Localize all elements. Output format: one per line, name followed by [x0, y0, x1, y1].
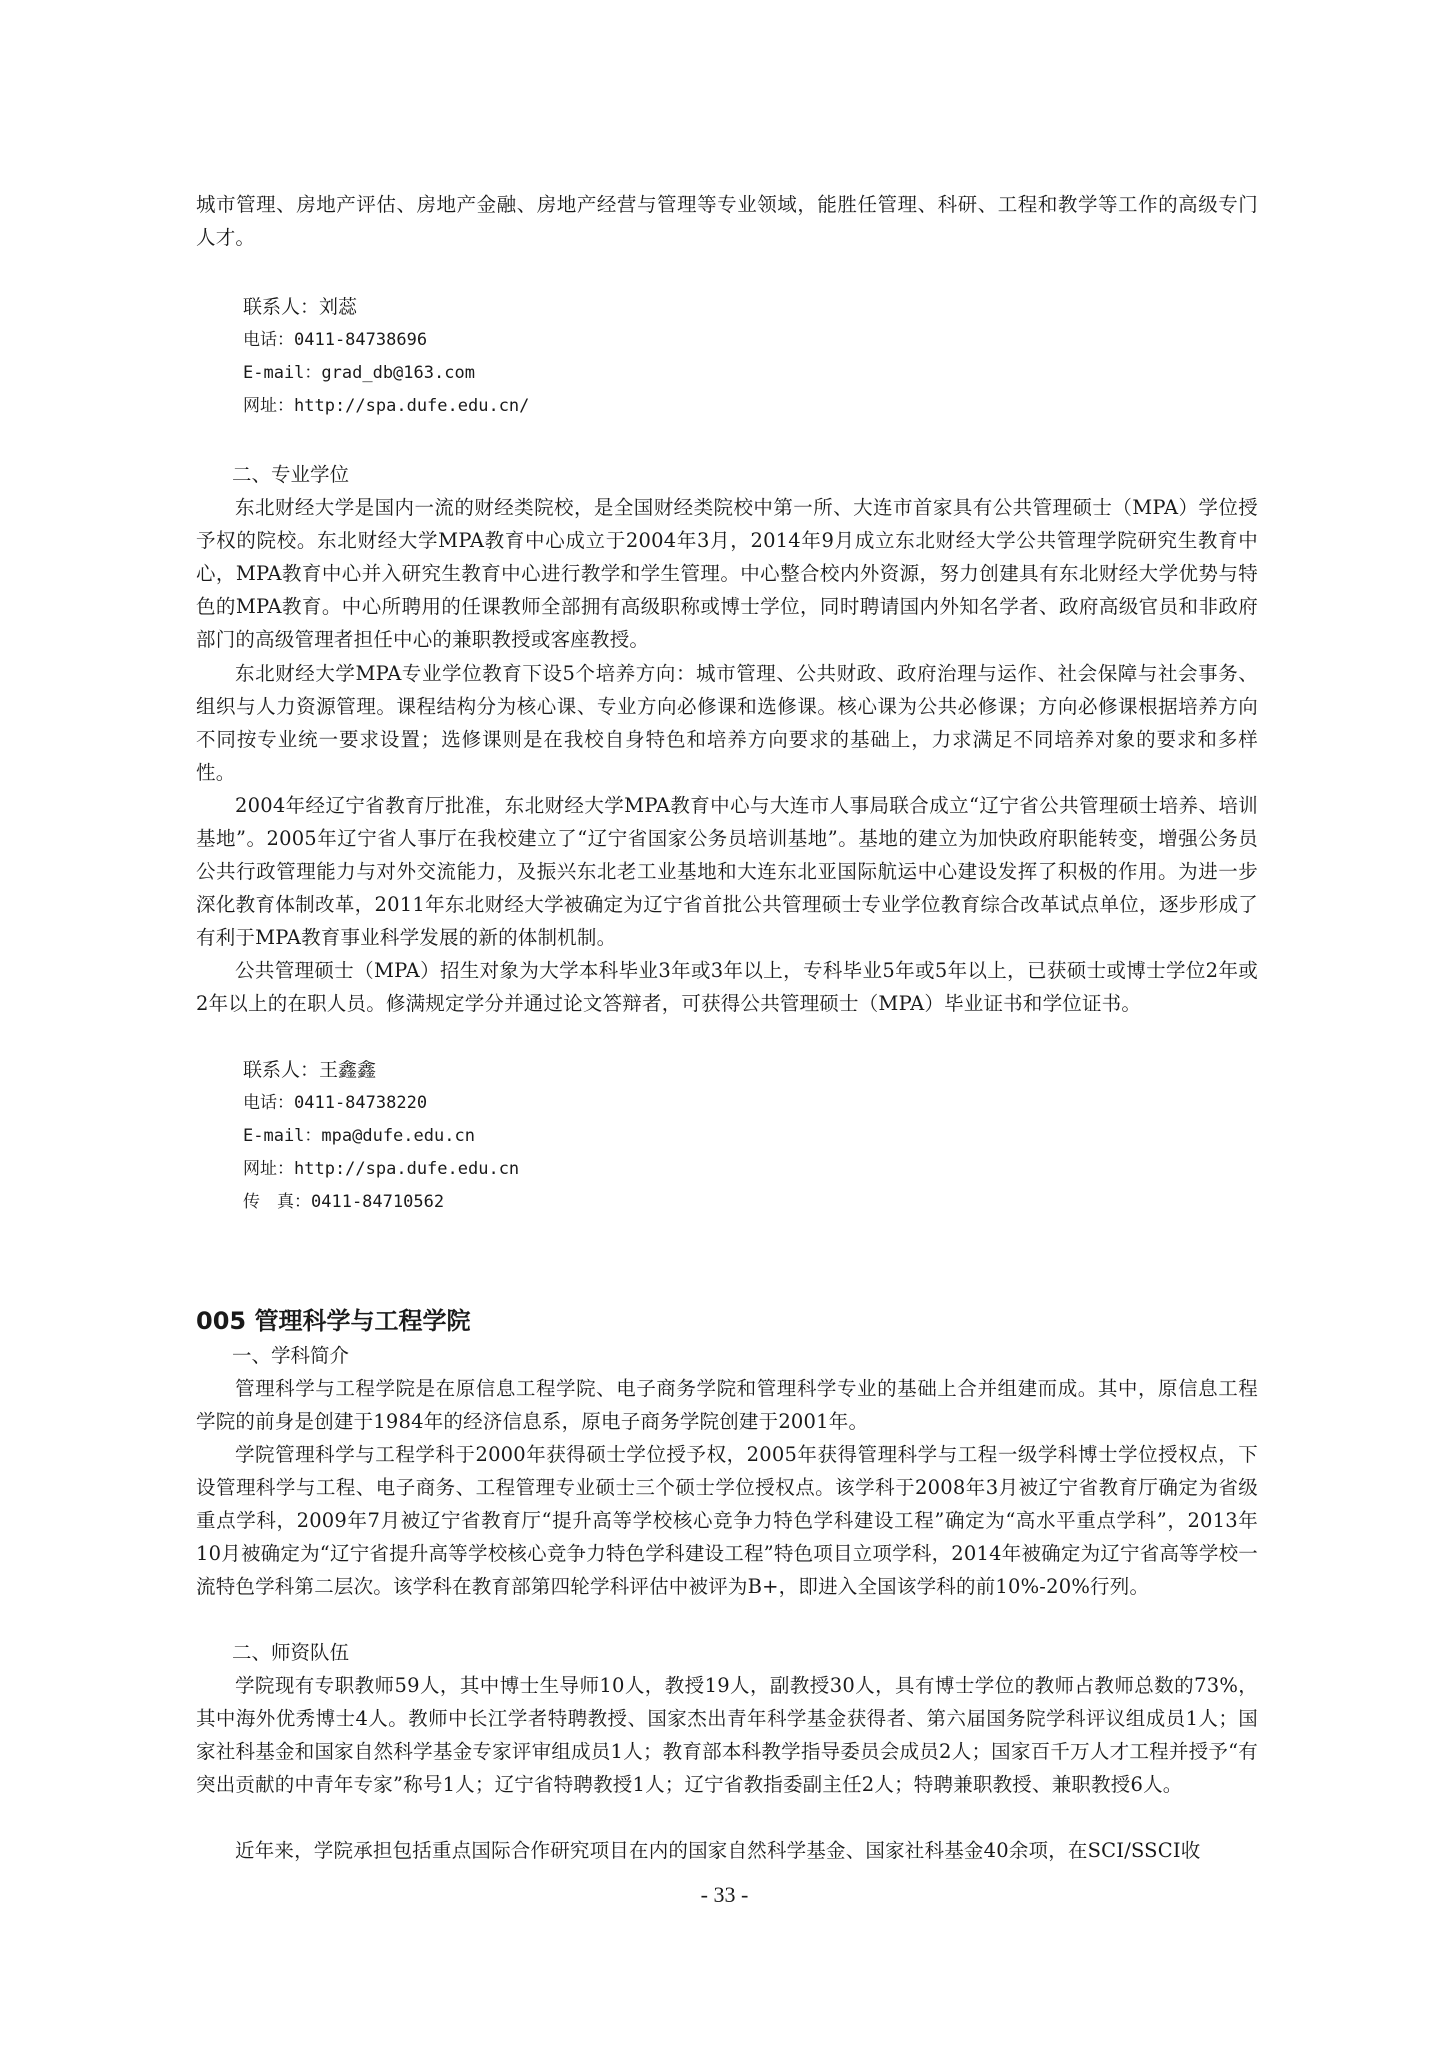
- section-heading-discipline-intro: 一、学科简介: [232, 1344, 350, 1367]
- paragraph-discipline-development: 学院管理科学与工程学科于2000年获得硕士学位授予权，2005年获得管理科学与工程一级学科博士学位授权点，下设管理科学与工程、电子商务、工程管理专业硕士三个硕士学位授权点。该学科于2008年3月被辽宁省教育厅确定为省级重点学科，2009年7月被辽宁省教育厅“提升高等学校核心竞争力特色学科建设工程”确定为“高水平重点学科”，2013年10月被确定为“辽宁省提升高等学校核心竞争力特色学科建设工程”特色项目立项学科，2014年被确定为辽宁省高等学校一流特色学科第二层次。该学科在教育部第四轮学科评估中被评为B+，即进入全国该学科的前10%-20%行列。: [196, 1443, 1258, 1598]
- contact-phone: 电话：0411-84738220: [243, 1093, 428, 1113]
- department-title: 005 管理科学与工程学院: [196, 1307, 471, 1335]
- contact-phone: 电话：0411-84738696: [243, 330, 428, 350]
- page-number: - 33 -: [700, 1882, 749, 1907]
- section-heading-faculty: 二、师资队伍: [232, 1641, 350, 1664]
- paragraph-research: 近年来，学院承担包括重点国际合作研究项目在内的国家自然科学基金、国家社科基金40余项，在SCI/SSCI收: [235, 1839, 1201, 1862]
- paragraph-continuation: 城市管理、房地产评估、房地产金融、房地产经营与管理等专业领域，能胜任管理、科研、工程和教学等工作的高级专门人才。: [196, 193, 1258, 249]
- contact-person: 联系人：刘蕊: [243, 296, 358, 318]
- contact-person: 联系人：王鑫鑫: [243, 1059, 377, 1081]
- contact-website: 网址：http://spa.dufe.edu.cn/: [243, 396, 530, 416]
- paragraph-mpa-directions: 东北财经大学MPA专业学位教育下设5个培养方向：城市管理、公共财政、政府治理与运作、社会保障与社会事务、组织与人力资源管理。课程结构分为核心课、专业方向必修课和选修课。核心课为公共必修课；方向必修课根据培养方向不同按专业统一要求设置；选修课则是在我校自身特色和培养方向要求的基础上，力求满足不同培养对象的要求和多样性。: [196, 662, 1258, 784]
- paragraph-discipline-intro: 管理科学与工程学院是在原信息工程学院、电子商务学院和管理科学专业的基础上合并组建而成。其中，原信息工程学院的前身是创建于1984年的经济信息系，原电子商务学院创建于2001年。: [196, 1377, 1258, 1433]
- contact-fax: 传 真：0411-84710562: [243, 1192, 445, 1212]
- contact-website: 网址：http://spa.dufe.edu.cn: [243, 1159, 520, 1179]
- contact-email: E-mail：mpa@dufe.edu.cn: [243, 1126, 475, 1146]
- contact-email: E-mail：grad_db@163.com: [243, 363, 475, 383]
- paragraph-mpa-history: 2004年经辽宁省教育厅批准，东北财经大学MPA教育中心与大连市人事局联合成立“辽宁省公共管理硕士培养、培训基地”。2005年辽宁省人事厅在我校建立了“辽宁省国家公务员培训基地”。基地的建立为加快政府职能转变，增强公务员公共行政管理能力与对外交流能力，及振兴东北老工业基地和大连东北亚国际航运中心建设发挥了积极的作用。为进一步深化教育体制改革，2011年东北财经大学被确定为辽宁省首批公共管理硕士专业学位教育综合改革试点单位，逐步形成了有利于MPA教育事业科学发展的新的体制机制。: [196, 794, 1258, 949]
- paragraph-mpa-admission: 公共管理硕士（MPA）招生对象为大学本科毕业3年或3年以上，专科毕业5年或5年以上，已获硕士或博士学位2年或2年以上的在职人员。修满规定学分并通过论文答辩者，可获得公共管理硕士（MPA）毕业证书和学位证书。: [196, 959, 1258, 1015]
- paragraph-mpa-intro: 东北财经大学是国内一流的财经类院校，是全国财经类院校中第一所、大连市首家具有公共管理硕士（MPA）学位授予权的院校。东北财经大学MPA教育中心成立于2004年3月，2014年9月成立东北财经大学公共管理学院研究生教育中心，MPA教育中心并入研究生教育中心进行教学和学生管理。中心整合校内外资源，努力创建具有东北财经大学优势与特色的MPA教育。中心所聘用的任课教师全部拥有高级职称或博士学位，同时聘请国内外知名学者、政府高级官员和非政府部门的高级管理者担任中心的兼职教授或客座教授。: [196, 496, 1258, 651]
- paragraph-faculty: 学院现有专职教师59人，其中博士生导师10人，教授19人，副教授30人，具有博士学位的教师占教师总数的73%，其中海外优秀博士4人。教师中长江学者特聘教授、国家杰出青年科学基金获得者、第六届国务院学科评议组成员1人；国家社科基金和国家自然科学基金专家评审组成员1人；教育部本科教学指导委员会成员2人；国家百千万人才工程并授予“有突出贡献的中青年专家”称号1人；辽宁省特聘教授1人；辽宁省教指委副主任2人；特聘兼职教授、兼职教授6人。: [196, 1674, 1258, 1796]
- section-heading-professional-degree: 二、专业学位: [232, 463, 350, 486]
